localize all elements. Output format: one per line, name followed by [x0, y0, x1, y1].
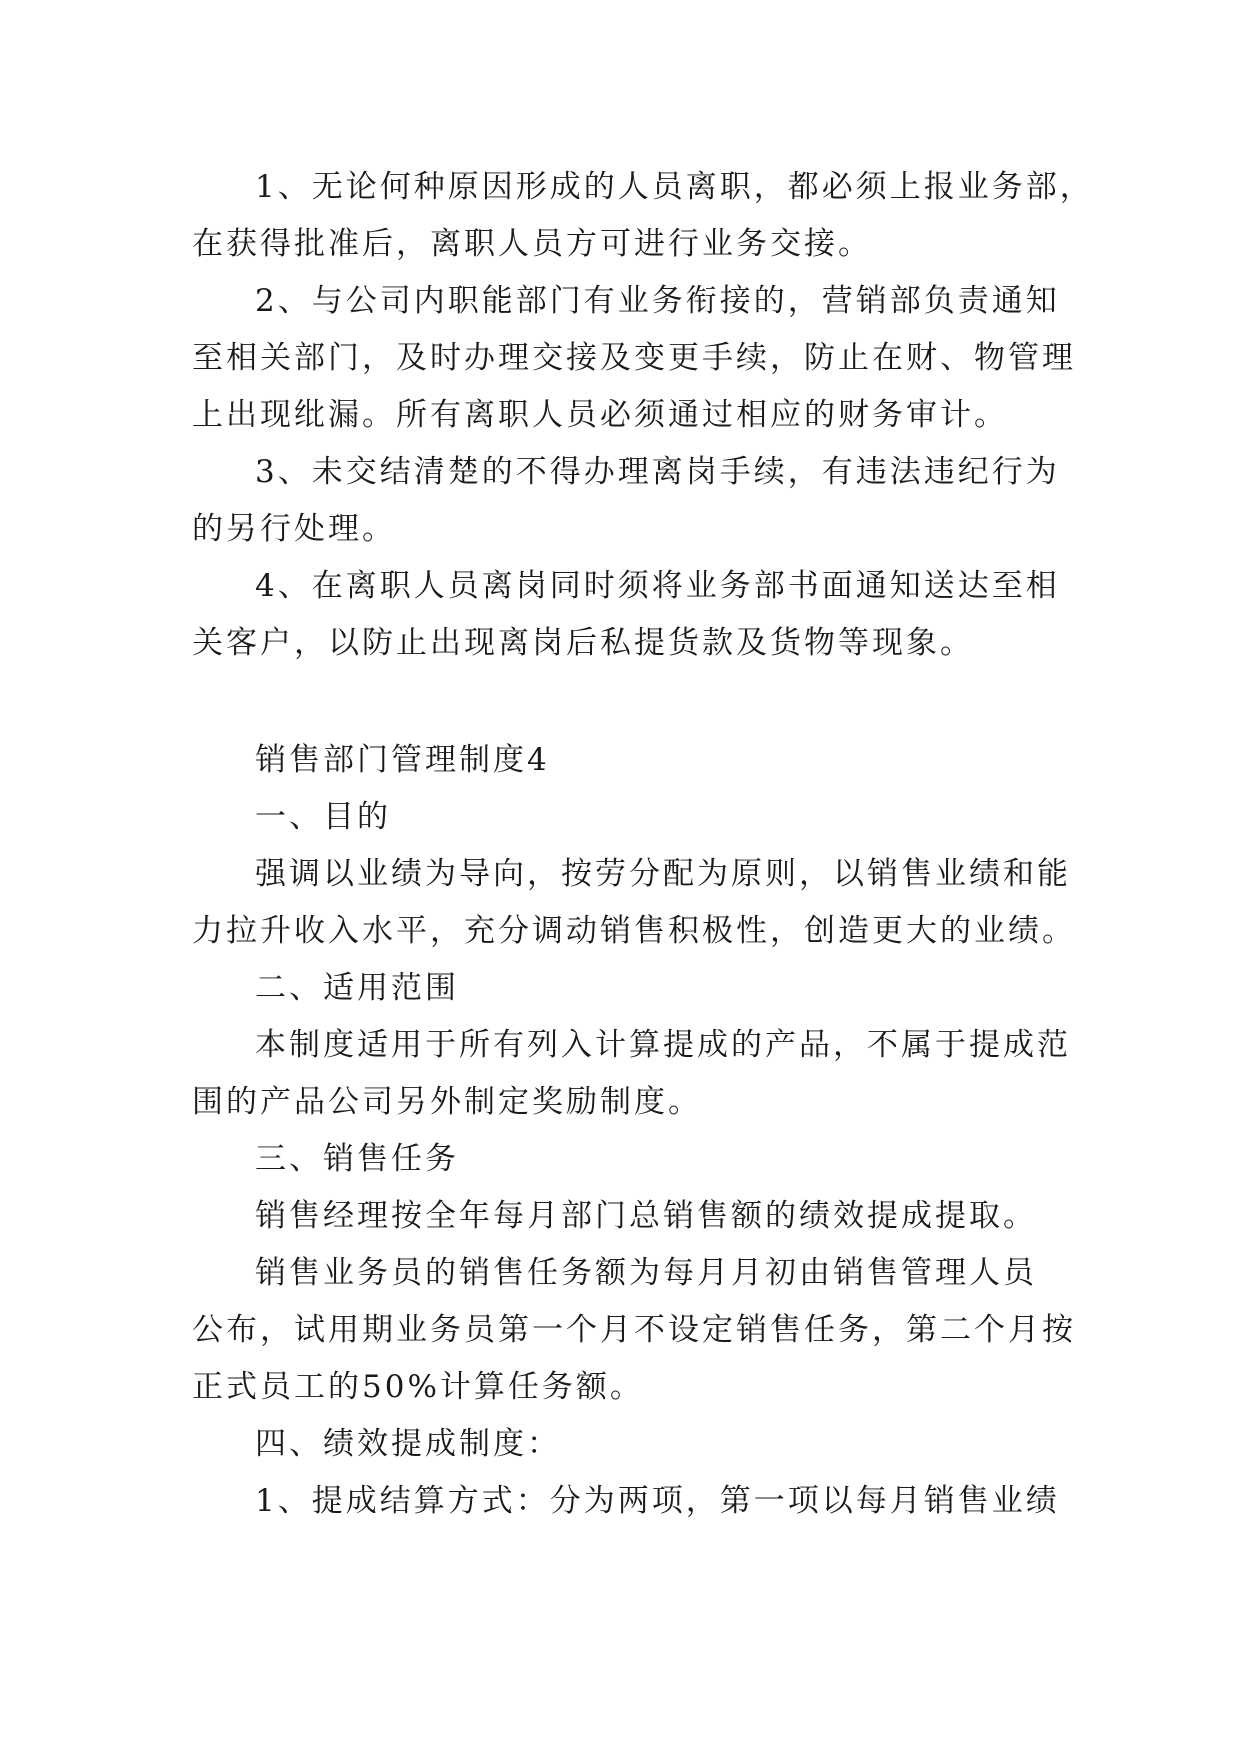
section-title: 销售部门管理制度4	[255, 742, 550, 778]
paragraph-4-line-2: 关客户，以防止出现离岗后私提货款及货物等现象。	[192, 625, 974, 661]
paragraph-1-line-1: 1、无论何种原因形成的人员离职，都必须上报业务部，	[255, 169, 1094, 205]
sales-task-line-4: 正式员工的50%计算任务额。	[192, 1369, 644, 1405]
heading-purpose: 一、目的	[255, 799, 391, 835]
sales-task-line-3: 公布，试用期业务员第一个月不设定销售任务，第二个月按	[192, 1312, 1076, 1348]
paragraph-3-line-1: 3、未交结清楚的不得办理离岗手续，有违法违纪行为	[255, 454, 1060, 490]
scope-line-2: 围的产品公司另外制定奖励制度。	[192, 1084, 702, 1120]
paragraph-2-line-1: 2、与公司内职能部门有业务衔接的，营销部负责通知	[255, 283, 1060, 319]
paragraph-1-line-2: 在获得批准后，离职人员方可进行业务交接。	[192, 226, 872, 262]
heading-scope: 二、适用范围	[255, 970, 459, 1006]
paragraph-2-line-2: 至相关部门，及时办理交接及变更手续，防止在财、物管理	[192, 340, 1076, 376]
purpose-line-2: 力拉升收入水平，充分调动销售积极性，创造更大的业绩。	[192, 913, 1076, 949]
paragraph-4-line-1: 4、在离职人员离岗同时须将业务部书面通知送达至相	[255, 568, 1060, 604]
commission-line-1: 1、提成结算方式：分为两项，第一项以每月销售业绩	[255, 1483, 1060, 1519]
paragraph-2-line-3: 上出现纰漏。所有离职人员必须通过相应的财务审计。	[192, 397, 1008, 433]
heading-sales-task: 三、销售任务	[255, 1141, 459, 1177]
sales-task-line-2: 销售业务员的销售任务额为每月月初由销售管理人员	[255, 1255, 1037, 1291]
sales-task-line-1: 销售经理按全年每月部门总销售额的绩效提成提取。	[255, 1198, 1037, 1234]
scope-line-1: 本制度适用于所有列入计算提成的产品，不属于提成范	[255, 1027, 1071, 1063]
heading-commission: 四、绩效提成制度：	[255, 1426, 561, 1462]
purpose-line-1: 强调以业绩为导向，按劳分配为原则，以销售业绩和能	[255, 856, 1071, 892]
paragraph-3-line-2: 的另行处理。	[192, 511, 396, 547]
